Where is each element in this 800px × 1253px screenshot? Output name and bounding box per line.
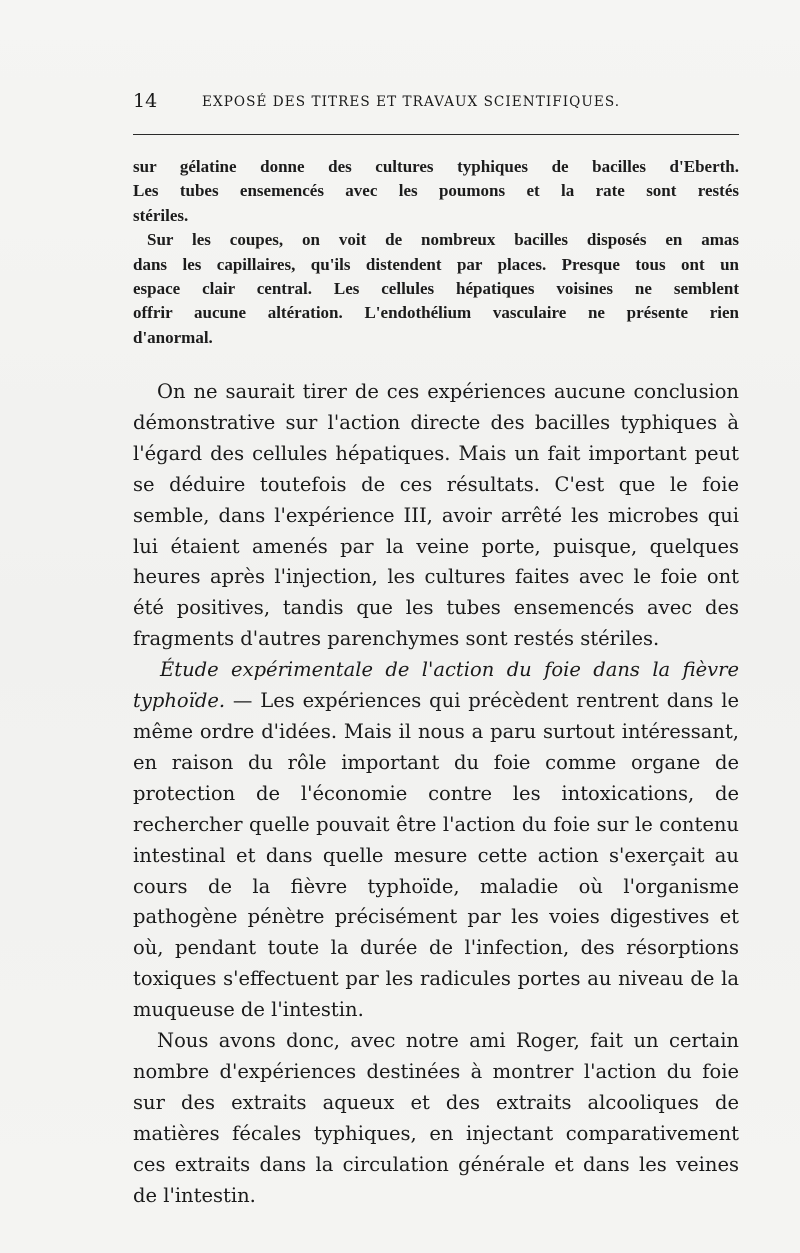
quote-line: Sur les coupes, on voit de nombreux bacilles disposés en amas [147, 230, 739, 250]
running-title: EXPOSÉ DES TITRES ET TRAVAUX SCIENTIFIQUES. [202, 94, 621, 110]
quote-line: dans les capillaires, qu'ils distendent par places. Presque tous ont un [133, 254, 739, 274]
quote-line: d'anormal. [133, 327, 213, 347]
header-rule [133, 134, 739, 135]
quote-line: Les tubes ensemencés avec les poumons et la rate sont restés [133, 181, 739, 201]
page-header [133, 90, 739, 118]
quote-line: stériles. [133, 205, 189, 225]
quote-line: espace clair central. Les cellules hépatiques voisines ne semblent [133, 279, 739, 299]
quote-line: sur gélatine donne des cultures typhiques de bacilles d'Eberth. [133, 157, 739, 176]
paragraph-etude [133, 655, 739, 1026]
quote-line: offrir aucune altération. L'endothélium vasculaire ne présente rien [133, 303, 739, 323]
small-print-block [133, 155, 739, 350]
page-number: 14 [133, 90, 158, 112]
paragraph-experiences: Nous avons donc, avec notre ami Roger, fait un certain nombre d'expériences destinées à montrer l'action du foie sur des extraits aqueux et des extraits alcooliques de matières fécales typhiques, en injectant comparativement ces extraits dans la circulation générale et dans les veines de l'intestin. [133, 1029, 739, 1207]
main-text [133, 377, 739, 1211]
paragraph-conclusion: On ne saurait tirer de ces expériences aucune conclusion démonstrative sur l'action directe des bacilles typhiques à l'égard des cellules hépatiques. Mais un fait important peut se déduire toutefois de ces résultats. C'est que le foie semble, dans l'expérience III, avoir arrêté les microbes qui lui étaient amenés par la veine porte, puisque, quelques heures après l'injection, les cultures faites avec le foie ont été positives, tandis que les tubes ensemencés avec des fragments d'autres parenchymes sont restés stériles. [133, 380, 739, 651]
paragraph-etude-text: — Les expériences qui précèdent rentrent dans le même ordre d'idées. Mais il nous a paru surtout intéressant, en raison du rôle important du foie comme organe de protection de l'économie contre les intoxications, de rechercher quelle pouvait être l'action du foie sur le contenu intestinal et dans quelle mesure cette action s'exerçait au cours de la fièvre typhoïde, maladie où l'organisme pathogène pénètre précisément par les voies digestives et où, pendant toute la durée de l'infection, des résorptions toxiques s'effectuent par les radicules portes au niveau de la muqueuse de l'intestin. [133, 689, 739, 1022]
section-heading-italic: Étude expérimentale de l'action du foie dans la fièvre typhoïde. [133, 658, 739, 713]
